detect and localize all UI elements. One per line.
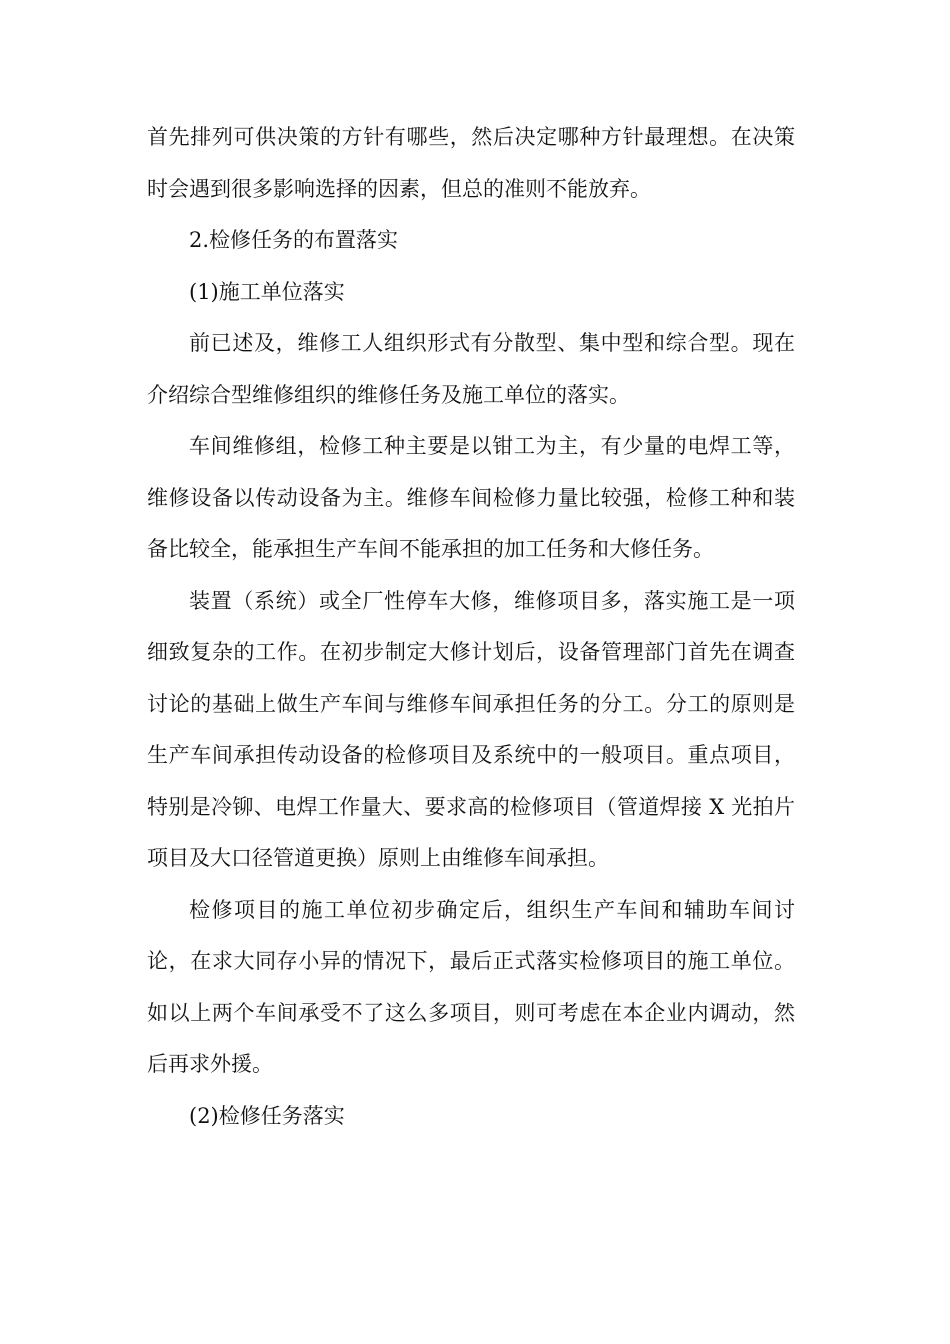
paragraph-decision-policy: 首先排列可供决策的方针有哪些，然后决定哪种方针最理想。在决策时会遇到很多影响选择的因素，但总的准则不能放弃。 xyxy=(147,125,795,201)
paragraph-shutdown-overhaul: 装置（系统）或全厂性停车大修，维修项目多，落实施工是一项细致复杂的工作。在初步制定大修计划后，设备管理部门首先在调查讨论的基础上做生产车间与维修车间承担任务的分工。分工的原则是生产车间承担传动设备的检修项目及系统中的一般项目。重点项目，特别是冷铆、电焊工作量大、要求高的检修项目（管道焊接 X 光拍片项目及大口径管道更换）原则上由维修车间承担。 xyxy=(147,588,795,870)
section-heading-task-assignment: 2.检修任务的布置落实 xyxy=(189,228,399,252)
document-body xyxy=(147,112,795,1142)
paragraph-workshop-maintenance-group: 车间维修组，检修工种主要是以钳工为主，有少量的电焊工等，维修设备以传动设备为主。维修车间检修力量比较强，检修工种和装备比较全，能承担生产车间不能承担的加工任务和大修任务。 xyxy=(147,434,795,561)
paragraph-maintenance-organization: 前已述及，维修工人组织形式有分散型、集中型和综合型。现在介绍综合型维修组织的维修任务及施工单位的落实。 xyxy=(147,331,795,407)
subsection-heading-task-implementation: (2)检修任务落实 xyxy=(189,1103,345,1128)
subsection-heading-construction-unit: (1)施工单位落实 xyxy=(189,279,345,304)
paragraph-unit-confirmation: 检修项目的施工单位初步确定后，组织生产车间和辅助车间讨论，在求大同存小异的情况下，最后正式落实检修项目的施工单位。如以上两个车间承受不了这么多项目，则可考虑在本企业内调动，然后再求外援。 xyxy=(147,897,795,1076)
